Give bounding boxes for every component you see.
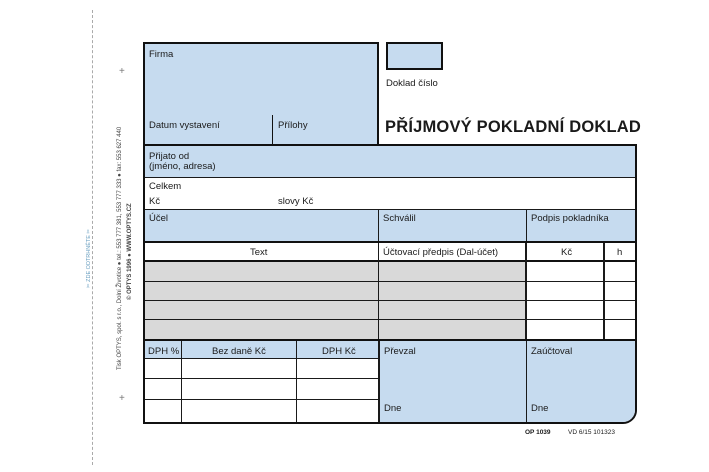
slovy-kc-label: slovy Kč [278, 196, 314, 207]
h-header: h [617, 247, 623, 258]
divider [526, 210, 527, 241]
doklad-cislo-label: Doklad číslo [386, 78, 438, 89]
divider [296, 341, 297, 422]
divider [525, 243, 527, 339]
podpis-pokladnika-label: Podpis pokladníka [531, 213, 609, 224]
form-code: OP 1039 [525, 429, 551, 436]
table-row [145, 319, 635, 320]
table-row [145, 300, 635, 301]
doklad-cislo-field[interactable] [386, 42, 443, 70]
celkem-label: Celkem [149, 181, 182, 192]
prijato-od-field[interactable] [145, 146, 635, 177]
zauctoval-label: Zaúčtoval [531, 346, 573, 357]
firma-label: Firma [149, 49, 174, 60]
dne-label: Dne [384, 403, 402, 414]
divider [603, 243, 605, 339]
divider [378, 341, 380, 422]
tear-line [92, 10, 93, 465]
dph-kc-header: DPH Kč [322, 346, 356, 357]
form-version: VD 6/15 101323 [568, 429, 615, 436]
text-header: Text [250, 247, 268, 258]
dne-label-2: Dne [531, 403, 549, 414]
tear-off-label: ✂ ZDE ODTRHNĚTE ✂ [86, 228, 92, 288]
publisher-info: Tisk OPTYS, spol. s r.o., Dolní Životice ● tel.: 553 777 381, 553 777 333 ● fax: 553 627 440 [117, 126, 123, 370]
prevzal-label: Převzal [384, 346, 416, 357]
uctovaci-predpis-header: Účtovací předpis (Dal-účet) [383, 247, 499, 258]
kc-header: Kč [561, 247, 573, 258]
table-row [145, 281, 635, 282]
table-row [145, 378, 378, 379]
divider [378, 210, 379, 241]
kc-label: Kč [149, 196, 161, 207]
ucel-label: Účel [149, 213, 169, 224]
prilohy-label: Přílohy [278, 120, 308, 131]
bez-dane-kc-header: Bez daně Kč [212, 346, 266, 357]
publisher-web: © OPTYS 1996 ● WWW.OPTYS.CZ [127, 203, 133, 300]
punch-mark-top: + [119, 66, 125, 77]
page-title: PŘÍJMOVÝ POKLADNÍ DOKLAD [385, 118, 641, 136]
firma-field[interactable] [143, 42, 379, 116]
divider [526, 341, 527, 422]
table-row [145, 399, 378, 400]
divider [378, 243, 379, 339]
dph-pct-header: DPH % [148, 346, 180, 357]
divider [181, 341, 182, 422]
celkem-field[interactable] [145, 178, 635, 209]
datum-vystaveni-label: Datum vystavení [149, 120, 220, 131]
schvalil-label: Schválil [383, 213, 416, 224]
jmeno-adresa-label: (jméno, adresa) [149, 161, 216, 172]
punch-mark-bottom: + [119, 393, 125, 404]
dph-table-body[interactable] [145, 359, 378, 422]
prijato-od-label: Přijato od [149, 151, 190, 162]
